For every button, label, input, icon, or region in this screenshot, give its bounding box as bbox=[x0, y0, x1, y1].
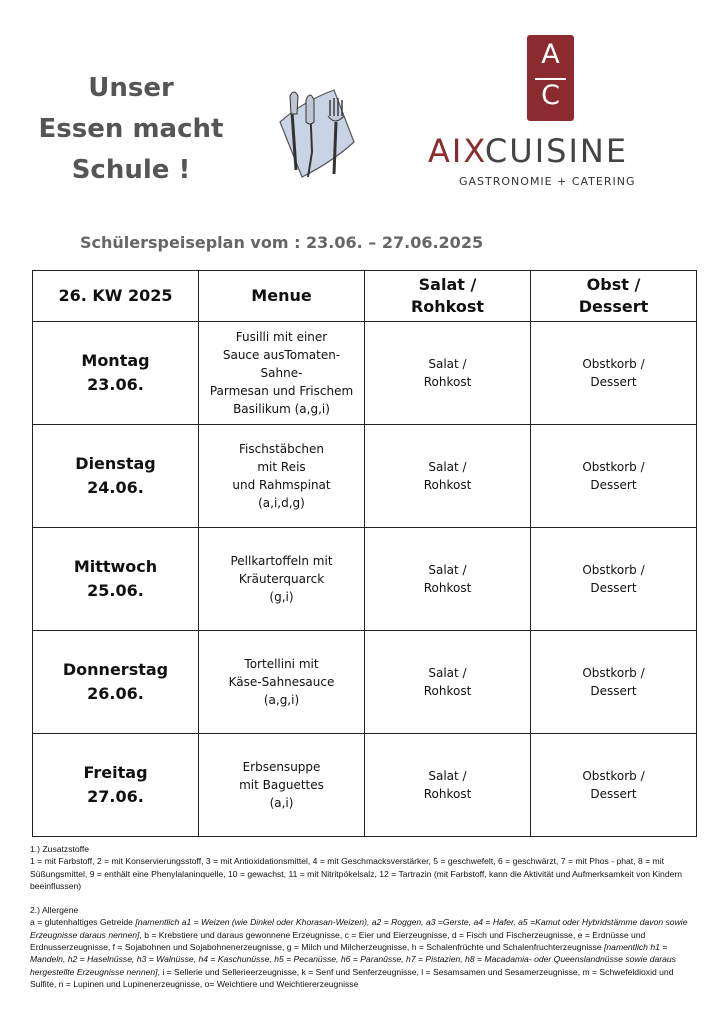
dish-cell bbox=[199, 528, 365, 631]
salad-line: Rohkost bbox=[423, 375, 472, 389]
dessert-cell bbox=[531, 528, 697, 631]
day-date: 24.06. bbox=[87, 478, 144, 497]
table-row bbox=[33, 425, 697, 528]
dessert-line: Obstkorb / bbox=[582, 563, 645, 577]
allergens-title: 2.) Allergene bbox=[30, 905, 79, 916]
dessert-cell bbox=[531, 734, 697, 837]
day-date: 26.06. bbox=[87, 684, 144, 703]
dish-cell bbox=[199, 322, 365, 425]
salad-cell bbox=[365, 734, 531, 837]
brand-name bbox=[428, 131, 678, 171]
salad-line: Salat / bbox=[428, 666, 467, 680]
dish-line: (a,i,d,g) bbox=[258, 496, 305, 510]
additives-text: 1 = mit Farbstoff, 2 = mit Konservierungsstoff, 3 = mit Antioxidationsmittel, 4 = mit Geschmacksverstärker, 5 = geschwefelt, 6 = geschwärzt, 7 = mit Phos - phat, 8 = mit Süßungsmittel, 9 = enthält eine Phenylalaninquelle, 10 = gewachst, 11 = mit Nitritpökelsalz, 12 = Tartrazin (mit Farbstoff, kann die Aktivität und Aufmerksamkeit von Kindern beeinflussen) bbox=[30, 856, 683, 891]
slogan-line: Unser bbox=[88, 73, 174, 103]
dessert-cell bbox=[531, 425, 697, 528]
salad-cell bbox=[365, 425, 531, 528]
brand-name-part1: AIX bbox=[428, 132, 485, 170]
table-row bbox=[33, 322, 697, 425]
salad-line: Rohkost bbox=[423, 684, 472, 698]
brand-tagline: GASTRONOMIE + CATERING bbox=[459, 175, 636, 188]
brand-name-part2: CUISINE bbox=[484, 132, 629, 170]
allergen-h-detail: [namentlich h1 = Mandeln, h2 = Haselnüsse, h3 = Walnüsse, h4 = Kaschunüsse, h5 = Pecanüsse, h6 = Paranüsse, h7 = Pistazien, h8 = Macadamia- oder Queenslandnüsse sowie daraus hergestellte Erzeugnisse nennen] bbox=[30, 942, 676, 977]
allergen-rest: , i = Sellerie und Sellerieerzeugnisse, k = Senf und Senferzeugnisse, l = Sesamsamen und Sesamerzeugnisse, m = Schwefeldioxid und Sulfite, n = Lupinen und Lupinenerzeugnisse, o= Weichtiere und Weichtiererzeugnisse bbox=[30, 966, 674, 989]
dish-cell bbox=[199, 631, 365, 734]
salad-line: Rohkost bbox=[423, 787, 472, 801]
dessert-cell bbox=[531, 322, 697, 425]
dessert-line: Dessert bbox=[590, 787, 637, 801]
salad-cell bbox=[365, 631, 531, 734]
dessert-line: Dessert bbox=[590, 478, 637, 492]
dessert-line: Obstkorb / bbox=[582, 769, 645, 783]
dessert-line: Dessert bbox=[590, 684, 637, 698]
dessert-line: Obstkorb / bbox=[582, 357, 645, 371]
allergens-text bbox=[30, 916, 702, 990]
dessert-line: Dessert bbox=[590, 581, 637, 595]
dish-line: Sauce ausTomaten-Sahne- bbox=[222, 348, 341, 380]
dessert-line: Dessert bbox=[590, 375, 637, 389]
allergen-a-detail: [namentlich a1 = Weizen (wie Dinkel oder Khorasan-Weizen), a2 = Roggen, a3 =Gerste, a4 = Hafer, a5 =Kamut oder Hybridstämme davon sowie Erzeugnisse daraus nennen] bbox=[30, 917, 688, 940]
header-salat bbox=[365, 271, 531, 322]
header-week-label: 26. KW 2025 bbox=[58, 286, 173, 305]
header-salat-line2: Rohkost bbox=[410, 297, 485, 316]
slogan-line: Essen macht bbox=[38, 114, 224, 144]
day-date: 25.06. bbox=[87, 581, 144, 600]
table-row bbox=[33, 734, 697, 837]
logo-letter-top: A bbox=[541, 39, 560, 70]
dish-cell bbox=[199, 734, 365, 837]
dish-line: (g,i) bbox=[269, 590, 294, 604]
brand-logo bbox=[527, 35, 574, 121]
salad-line: Rohkost bbox=[423, 581, 472, 595]
header-obst bbox=[531, 271, 697, 322]
dessert-cell bbox=[531, 631, 697, 734]
salad-line: Salat / bbox=[428, 460, 467, 474]
day-cell bbox=[33, 425, 199, 528]
header-menue bbox=[199, 271, 365, 322]
dish-line: Fischstäbchen bbox=[239, 442, 324, 456]
header-obst-line2: Dessert bbox=[578, 297, 649, 316]
day-name: Mittwoch bbox=[73, 557, 158, 576]
dish-line: (a,g,i) bbox=[263, 693, 300, 707]
header-obst-line1: Obst / bbox=[586, 275, 641, 294]
salad-cell bbox=[365, 528, 531, 631]
day-date: 27.06. bbox=[87, 787, 144, 806]
additives-title: 1.) Zusatzstoffe bbox=[30, 844, 90, 854]
day-cell bbox=[33, 322, 199, 425]
menu-table bbox=[32, 270, 697, 837]
dish-line: Basilikum (a,g,i) bbox=[233, 402, 330, 416]
day-date: 23.06. bbox=[87, 375, 144, 394]
salad-line: Salat / bbox=[428, 357, 467, 371]
day-cell bbox=[33, 528, 199, 631]
footnotes bbox=[30, 843, 702, 990]
dish-line: und Rahmspinat bbox=[232, 478, 331, 492]
cutlery-icon bbox=[272, 82, 362, 182]
dish-line: Parmesan und Frischem bbox=[209, 384, 354, 398]
dish-line: Käse-Sahnesauce bbox=[228, 675, 335, 689]
day-name: Montag bbox=[81, 351, 150, 370]
day-name: Dienstag bbox=[75, 454, 156, 473]
header-week bbox=[33, 271, 199, 322]
dish-line: mit Baguettes bbox=[239, 778, 324, 792]
day-name: Freitag bbox=[83, 763, 148, 782]
header-salat-line1: Salat / bbox=[418, 275, 477, 294]
dish-line: Erbsensuppe bbox=[242, 760, 321, 774]
dish-line: mit Reis bbox=[257, 460, 306, 474]
dish-cell bbox=[199, 425, 365, 528]
logo-letter-bottom: C bbox=[541, 80, 560, 111]
table-row bbox=[33, 631, 697, 734]
day-name: Donnerstag bbox=[62, 660, 169, 679]
allergen-b-h: , b = Krebstiere und daraus gewonnene Erzeugnisse, c = Eier und Eierzeugnisse, d = Fisch und Fischerzeugnisse, e = Erdnüsse und Erdnusserzeugnisse, f = Sojabohnen und Sojabohnenerzeugnisse, g = Milch und Milcherzeugnisse, h = Schalenfrüchte und Schalenfruchterzeugnisse bbox=[30, 929, 646, 953]
plan-title: Schülerspeiseplan vom : 23.06. – 27.06.2025 bbox=[80, 233, 484, 252]
header-menue-label: Menue bbox=[251, 286, 312, 305]
salad-cell bbox=[365, 322, 531, 425]
dish-line: Fusilli mit einer bbox=[235, 330, 328, 344]
table-row bbox=[33, 528, 697, 631]
dessert-line: Obstkorb / bbox=[582, 666, 645, 680]
salad-line: Salat / bbox=[428, 769, 467, 783]
dish-line: (a,i) bbox=[269, 796, 294, 810]
dish-line: Kräuterquarck bbox=[238, 572, 325, 586]
table-header-row bbox=[33, 271, 697, 322]
dish-line: Tortellini mit bbox=[244, 657, 319, 671]
slogan-line: Schule ! bbox=[71, 155, 191, 185]
day-cell bbox=[33, 631, 199, 734]
dish-line: Pellkartoffeln mit bbox=[230, 554, 333, 568]
dessert-line: Obstkorb / bbox=[582, 460, 645, 474]
day-cell bbox=[33, 734, 199, 837]
salad-line: Rohkost bbox=[423, 478, 472, 492]
slogan bbox=[28, 68, 234, 191]
salad-line: Salat / bbox=[428, 563, 467, 577]
allergen-a: a = glutenhaltiges Getreide bbox=[30, 917, 136, 928]
